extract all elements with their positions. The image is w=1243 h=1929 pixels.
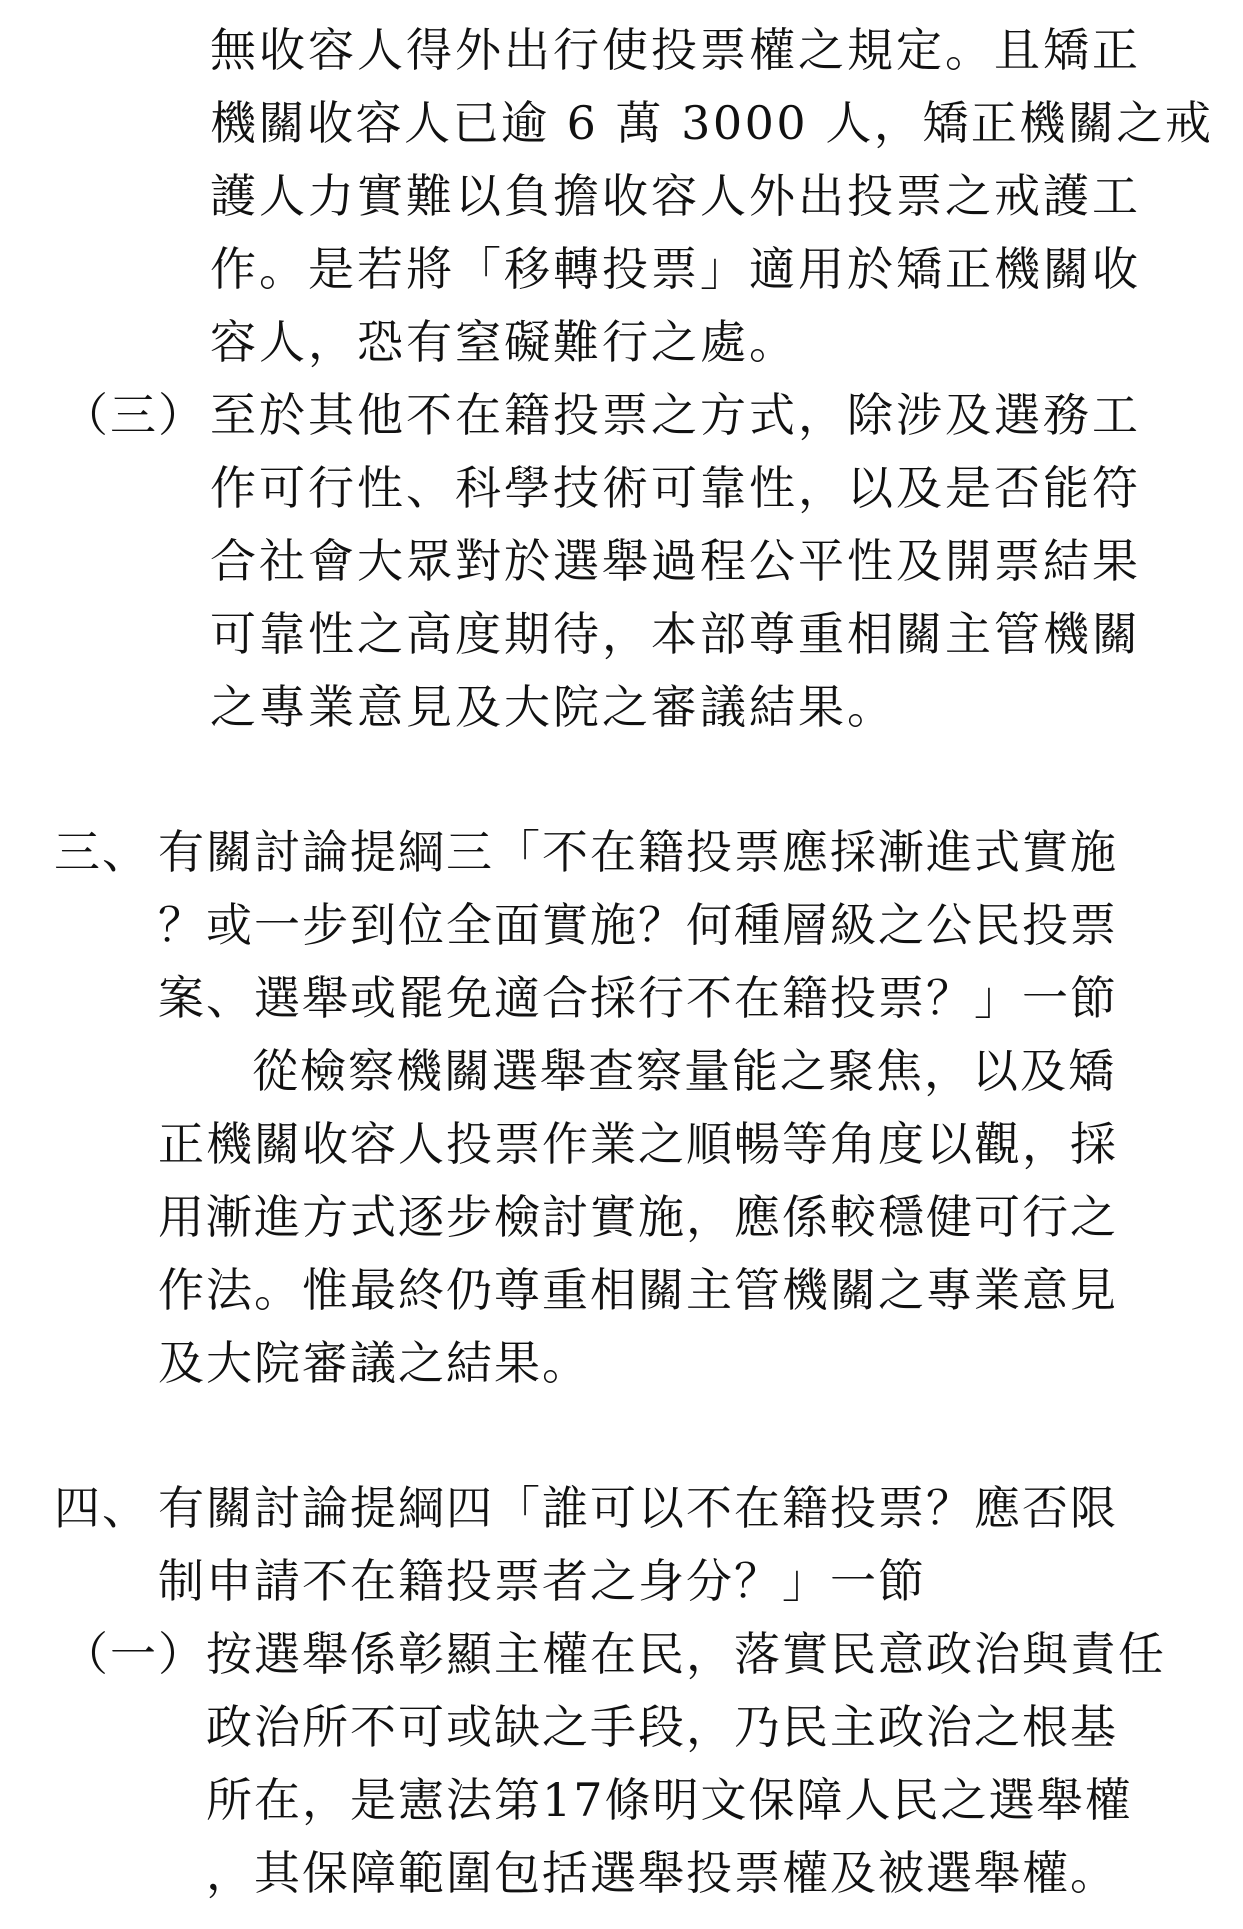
section-marker: 三、 xyxy=(54,825,150,879)
body-line: 合社會大眾對於選舉過程公平性及開票結果 xyxy=(210,534,1141,588)
body-line: 作。是若將「移轉投票」適用於矯正機關收 xyxy=(210,242,1141,296)
section-heading-line: 制申請不在籍投票者之身分？」一節 xyxy=(158,1554,926,1608)
body-line: 至於其他不在籍投票之方式，除涉及選務工 xyxy=(210,388,1141,442)
body-line: 政治所不可或缺之手段，乃民主政治之根基 xyxy=(206,1700,1118,1754)
body-line: 機關收容人已逾 6 萬 3000 人，矯正機關之戒 xyxy=(210,96,1214,150)
body-line: ，其保障範圍包括選舉投票權及被選舉權。 xyxy=(206,1846,1118,1900)
body-line: 作法。惟最終仍尊重相關主管機關之專業意見 xyxy=(158,1263,1118,1317)
body-line: 及大院審議之結果。 xyxy=(158,1336,590,1390)
body-line: 從檢察機關選舉查察量能之聚焦，以及矯 xyxy=(252,1044,1116,1098)
section-marker: 四、 xyxy=(54,1481,150,1535)
body-line: 容人，恐有窒礙難行之處。 xyxy=(210,315,798,369)
list-marker: （一） xyxy=(62,1627,206,1681)
list-marker: （三） xyxy=(62,388,206,442)
body-line: 作可行性、科學技術可靠性，以及是否能符 xyxy=(210,461,1141,515)
body-line: 按選舉係彰顯主權在民，落實民意政治與責任 xyxy=(206,1627,1166,1681)
section-heading-line: 案、選舉或罷免適合採行不在籍投票？」一節 xyxy=(158,971,1118,1025)
body-line: 用漸進方式逐步檢討實施，應係較穩健可行之 xyxy=(158,1190,1118,1244)
section-heading-line: ？或一步到位全面實施？何種層級之公民投票 xyxy=(158,898,1118,952)
body-line: 無收容人得外出行使投票權之規定。且矯正 xyxy=(210,23,1141,77)
section-heading-line: 有關討論提綱三「不在籍投票應採漸進式實施 xyxy=(158,825,1118,879)
section-heading-line: 有關討論提綱四「誰可以不在籍投票？應否限 xyxy=(158,1481,1118,1535)
body-line: 護人力實難以負擔收容人外出投票之戒護工 xyxy=(210,169,1141,223)
body-line: 正機關收容人投票作業之順暢等角度以觀，採 xyxy=(158,1117,1118,1171)
body-line: 之專業意見及大院之審議結果。 xyxy=(210,680,896,734)
body-line: 可靠性之高度期待，本部尊重相關主管機關 xyxy=(210,607,1141,661)
body-line: 所在，是憲法第17條明文保障人民之選舉權 xyxy=(206,1773,1133,1827)
